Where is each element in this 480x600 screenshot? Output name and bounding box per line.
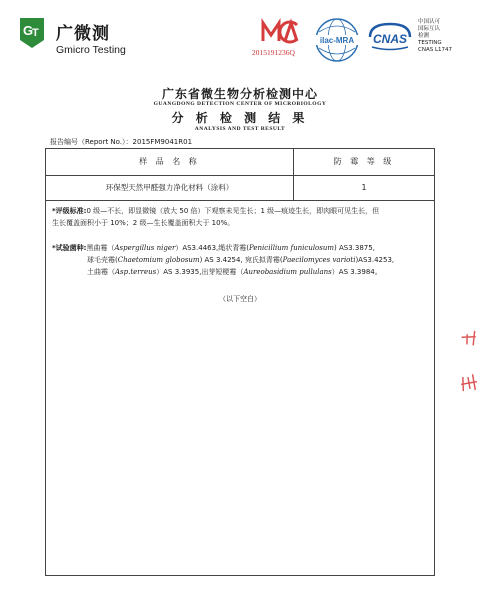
strain-item: 绳状青霉(Penicillium funiculosum) AS3.3875,: [218, 244, 375, 252]
grading-line-2: 生长覆盖面积小于 10%；2 级—生长覆盖面积大于 10%。: [52, 219, 235, 227]
center-title-en: GUANGDONG DETECTION CENTER OF MICROBIOLOGY: [153, 101, 327, 107]
svg-text:CNAS: CNAS: [372, 32, 408, 46]
cnas-certification-text: 中国认可 国际互认 检测 TESTING CNAS L1747: [418, 19, 453, 53]
strain-item: 土曲霉（Asp.terreus）AS 3.3935,: [87, 268, 202, 276]
svg-text:G: G: [23, 23, 34, 38]
cma-number: 2015191236Q: [252, 48, 295, 57]
ilac-mra-logo-icon: [311, 16, 363, 64]
grade-cell: 1: [361, 183, 367, 192]
report-title-en: ANALYSIS AND TEST RESULT: [194, 126, 286, 132]
brand-name-cn: 广微测: [56, 24, 110, 44]
grading-label: *评级标准:: [52, 207, 87, 215]
cma-logo-icon: [259, 17, 303, 45]
strains-label: *试验菌种:: [52, 244, 87, 252]
strain-item: 出芽短梗霉（Aureobasidium pullulans）AS 3.3984。: [201, 268, 382, 276]
seal-fragment-icon: [456, 326, 480, 351]
sample-name-header: 样 品 名 称: [139, 157, 200, 166]
grade-header: 防 霉 等 级: [333, 157, 395, 166]
center-title-cn: 广东省微生物分析检测中心: [161, 87, 318, 101]
result-table: [45, 148, 435, 576]
cnas-logo-icon: [366, 22, 414, 52]
svg-text:ilac-MRA: ilac-MRA: [319, 36, 355, 45]
brand-name-en: Gmicro Testing: [56, 44, 126, 56]
report-header: [0, 0, 480, 72]
test-strains: [52, 242, 436, 278]
seal-fragment-icon: [456, 370, 480, 395]
row-divider: [46, 200, 434, 201]
report-number: 报告编号（Report No.）：2015FM9041R01: [50, 138, 193, 146]
svg-text:T: T: [32, 27, 39, 39]
grading-standard: [52, 205, 432, 229]
sample-name-cell: 环保型天然甲醛强力净化材料（涂料）: [105, 183, 234, 192]
strain-item: 黑曲霉（Aspergillus niger）AS3.4463,: [86, 244, 219, 252]
strain-item: 球毛壳霉(Chaetomium globosum) AS 3.4254,: [87, 256, 243, 264]
blank-below-note: （以下空白）: [219, 295, 261, 303]
report-title-cn: 分 析 检 测 结 果: [171, 111, 309, 125]
grading-line-1: 0 级—不长，即显微镜（放大 50 倍）下观察未见生长；1 级—痕迹生长，即肉眼可见生长，但: [86, 207, 380, 215]
gmicro-logo-icon: [17, 17, 47, 49]
strain-item: 宛氏拟青霉(Paecilomyces varioti)AS3.4253,: [244, 256, 395, 264]
